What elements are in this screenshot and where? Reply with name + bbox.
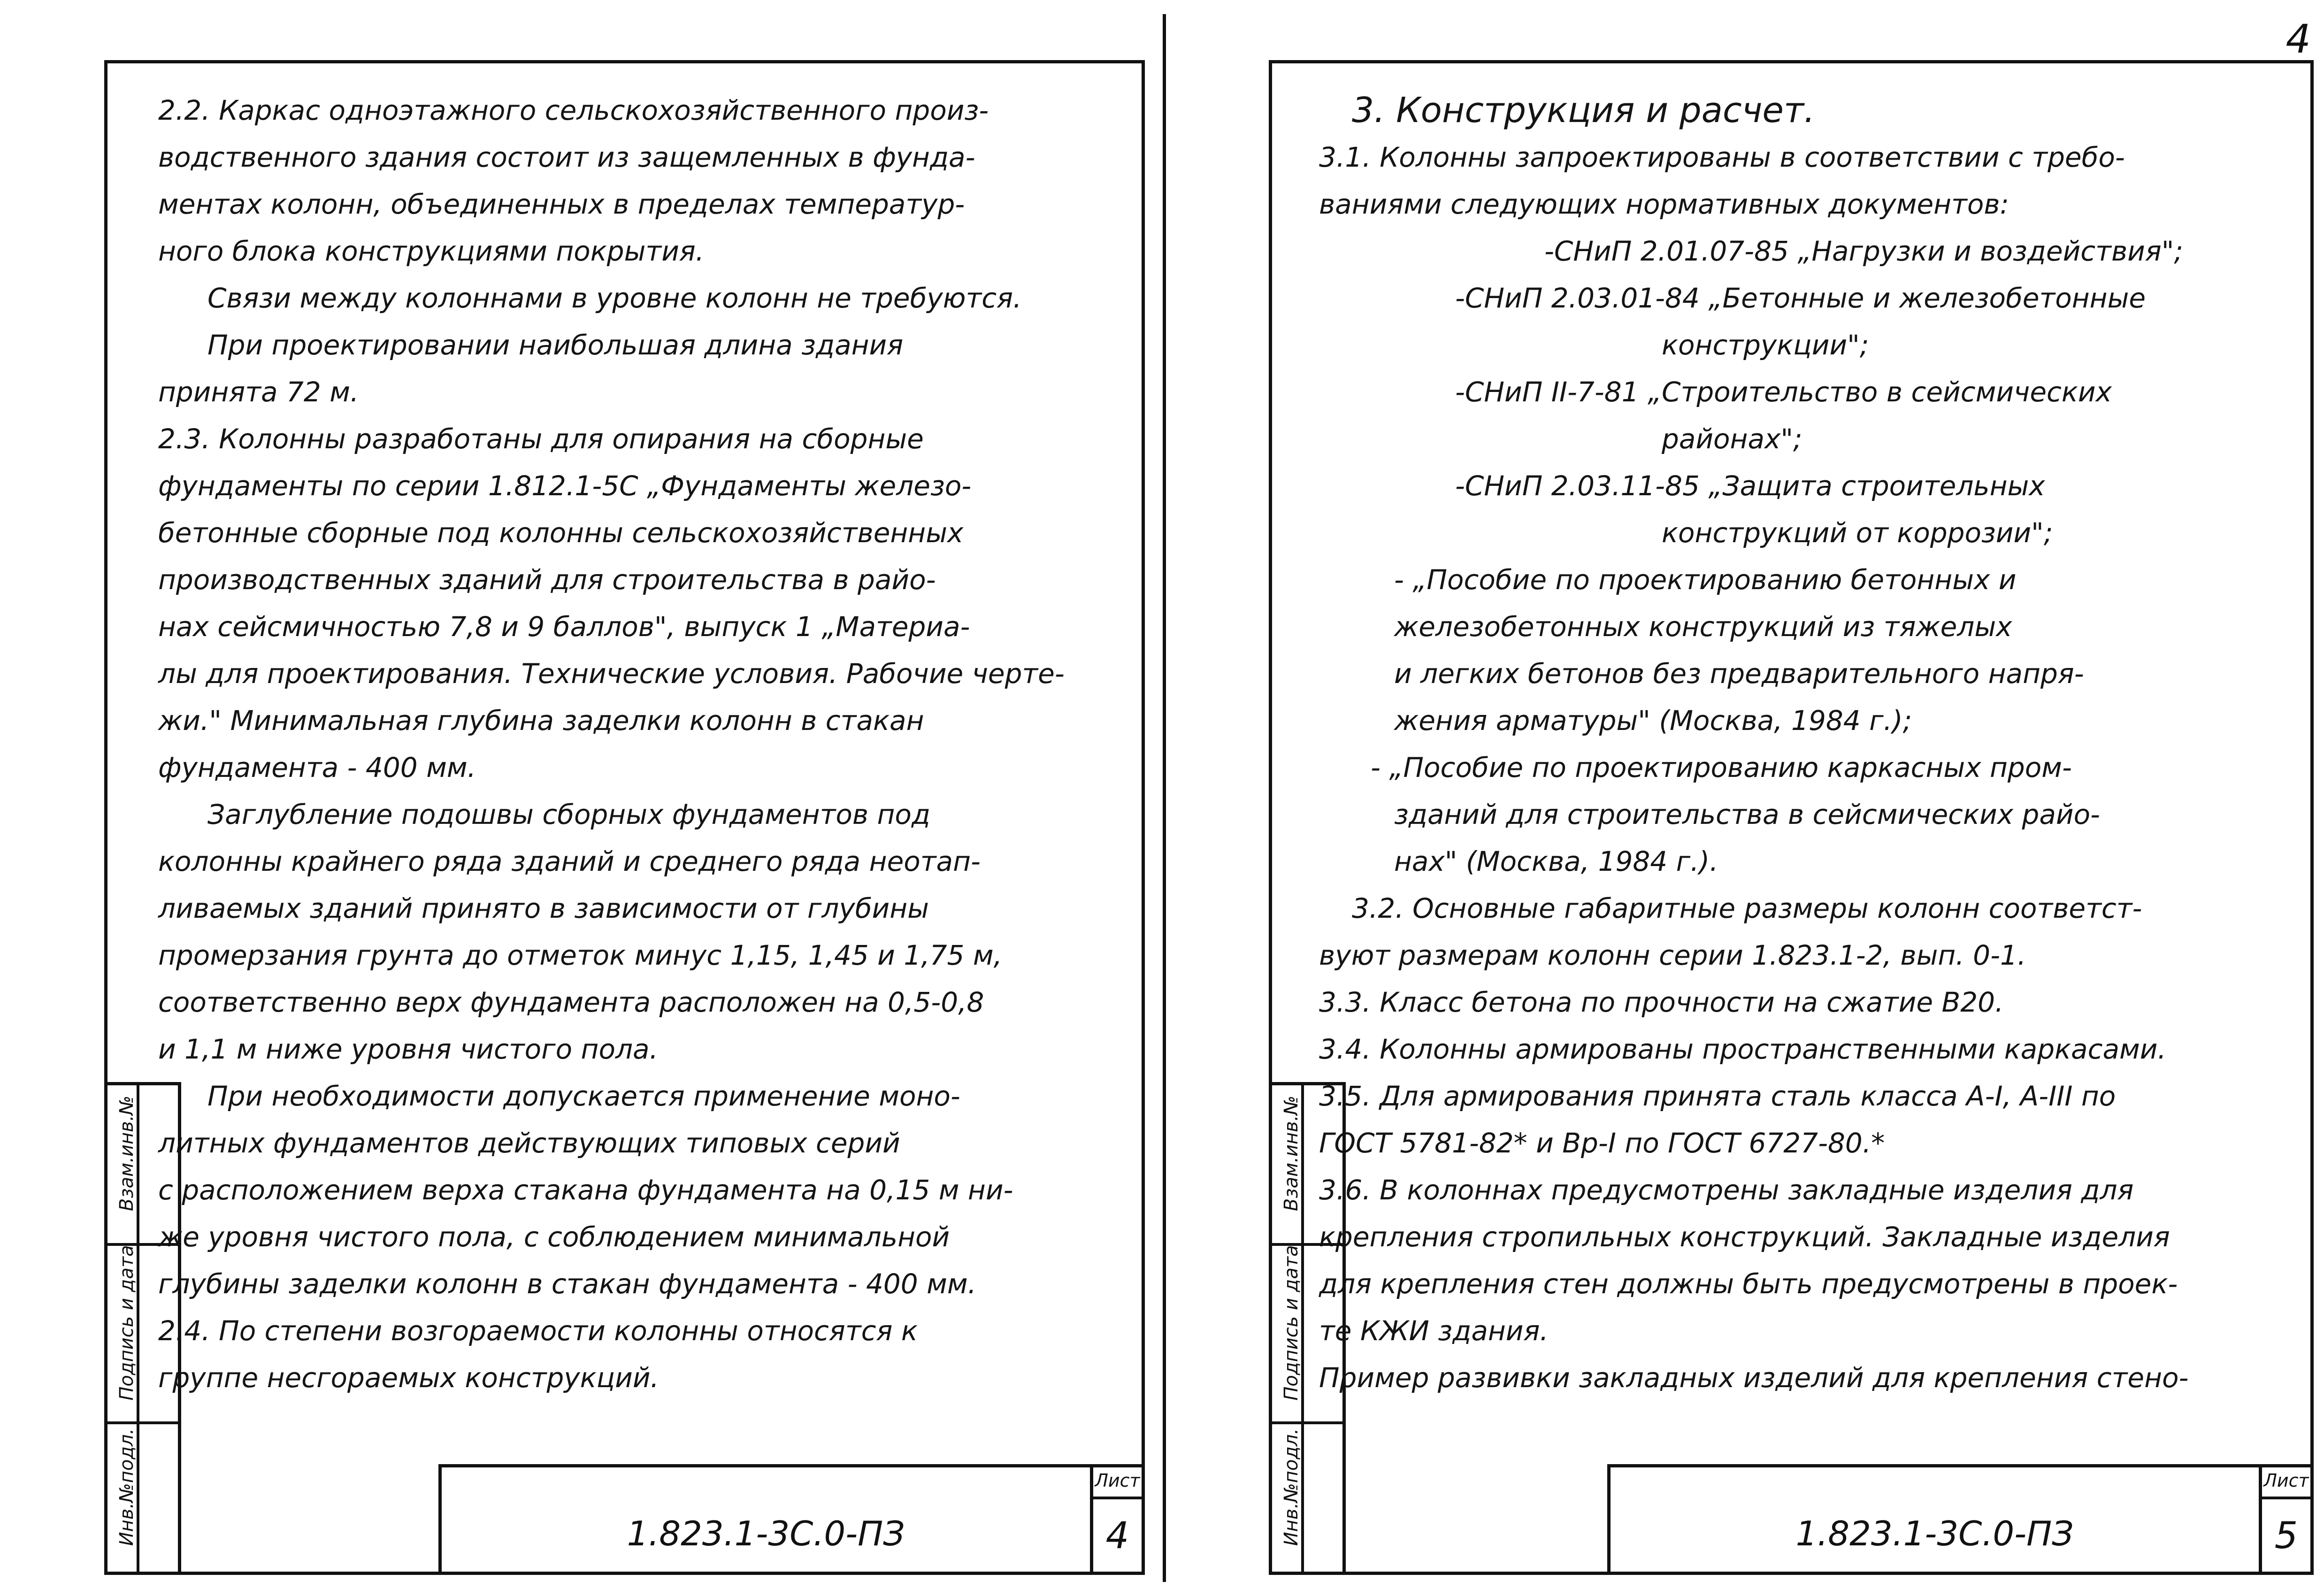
right-title-block [1607, 1464, 2314, 1575]
text-line: группе несгораемых конструкций. [158, 1362, 659, 1394]
side-cell-inv-podl [107, 1421, 178, 1572]
side-label: Взам.инв.№ [116, 1095, 138, 1212]
text-line: -СНиП 2.03.11-85 „Защита строительных [1455, 470, 2045, 502]
sheet-number: 4 [1105, 1515, 1129, 1557]
text-line: принята 72 м. [158, 376, 359, 408]
text-line: нах сейсмичностью 7,8 и 9 баллов", выпуск 1 „Материа- [158, 611, 970, 643]
sheet-number-cell [2259, 1467, 2310, 1572]
text-line: и легких бетонов без предварительного напря- [1394, 658, 2084, 690]
text-line: 2.4. По степени возгораемости колонны относятся к [158, 1315, 918, 1347]
text-line: - „Пособие по проектированию каркасных пром- [1371, 752, 2072, 783]
text-line: -СНиП 2.01.07-85 „Нагрузки и воздействия"; [1544, 235, 2183, 267]
text-line: ваниями следующих нормативных документов: [1319, 188, 2010, 220]
side-cell-signature-date [1272, 1243, 1342, 1421]
text-line: те КЖИ здания. [1319, 1315, 1549, 1347]
text-line: -СНиП 2.03.01-84 „Бетонные и железобетонные [1455, 282, 2146, 314]
text-line: - „Пособие по проектированию бетонных и [1394, 564, 2017, 596]
text-line: железобетонных конструкций из тяжелых [1394, 611, 2012, 643]
text-line: 3.3. Класс бетона по прочности на сжатие В20. [1319, 986, 2004, 1018]
text-line: бетонные сборные под колонны сельскохозяйственных [158, 517, 964, 549]
text-line: конструкции"; [1662, 329, 1869, 361]
side-label: Подпись и дата [1281, 1245, 1302, 1401]
side-label: Взам.инв.№ [1281, 1095, 1302, 1212]
text-line: ГОСТ 5781-82* и Вр-I по ГОСТ 6727-80.* [1319, 1127, 1885, 1159]
right-body-text [1319, 87, 2299, 1401]
document-code: 1.823.1-3С.0-ПЗ [1795, 1514, 2074, 1553]
corner-page-number: 4 [2286, 16, 2311, 62]
text-line: нах" (Москва, 1984 г.). [1394, 845, 1718, 877]
text-line: глубины заделки колонн в стакан фундамента - 400 мм. [158, 1268, 977, 1300]
left-side-strip [104, 1082, 181, 1575]
text-line: 2.2. Каркас одноэтажного сельскохозяйственного произ- [158, 94, 989, 126]
text-line: 3.2. Основные габаритные размеры колонн соответст- [1352, 892, 2142, 924]
text-line: ливаемых зданий принято в зависимости от глубины [158, 892, 929, 924]
text-line: соответственно верх фундамента расположен на 0,5-0,8 [158, 986, 984, 1018]
text-line: 3.6. В колоннах предусмотрены закладные изделия для [1319, 1174, 2134, 1206]
right-sheet [1269, 60, 2314, 1575]
center-divider [1163, 14, 1166, 1582]
text-line: фундамента - 400 мм. [158, 752, 476, 783]
text-line: ментах колонн, объединенных в пределах температур- [158, 188, 965, 220]
side-cell-vzam-inv [107, 1085, 178, 1243]
text-line: ного блока конструкциями покрытия. [158, 235, 705, 267]
side-label: Инв.№подл. [116, 1428, 138, 1546]
text-line: При необходимости допускается применение моно- [207, 1080, 960, 1112]
text-line: Заглубление подошвы сборных фундаментов под [207, 798, 931, 830]
text-line: с расположением верха стакана фундамента на 0,15 м ни- [158, 1174, 1013, 1206]
text-line: литных фундаментов действующих типовых серий [158, 1127, 900, 1159]
text-line: жи." Минимальная глубина заделки колонн в стакан [158, 705, 924, 737]
text-line: фундаменты по серии 1.812.1-5С „Фундаменты железо- [158, 470, 972, 502]
left-body-text [158, 87, 1130, 1401]
text-line: Связи между колоннами в уровне колонн не требуются. [207, 282, 1022, 314]
text-line: -СНиП II-7-81 „Строительство в сейсмических [1455, 376, 2112, 408]
side-cell-inv-podl [1272, 1421, 1342, 1572]
text-line: 3.5. Для армирования принята сталь класса А-I, А-III по [1319, 1080, 2116, 1112]
side-label: Подпись и дата [116, 1245, 138, 1401]
text-line: 2.3. Колонны разработаны для опирания на сборные [158, 423, 924, 455]
side-label: Инв.№подл. [1281, 1428, 1302, 1546]
text-line: лы для проектирования. Технические условия. Рабочие черте- [158, 658, 1065, 690]
right-side-strip [1269, 1082, 1346, 1575]
text-line: зданий для строительства в сейсмических райо- [1394, 798, 2100, 830]
document-code: 1.823.1-3С.0-ПЗ [627, 1514, 905, 1553]
text-line: для крепления стен должны быть предусмотрены в проек- [1319, 1268, 2178, 1300]
sheet-label: Лист [2262, 1467, 2310, 1499]
left-title-block [438, 1464, 1145, 1575]
text-line: 3.4. Колонны армированы пространственными каркасами. [1319, 1033, 2166, 1065]
text-line: промерзания грунта до отметок минус 1,15, 1,45 и 1,75 м, [158, 939, 1003, 971]
text-line: производственных зданий для строительства в райо- [158, 564, 936, 596]
text-line: При проектировании наибольшая длина здания [207, 329, 904, 361]
text-line: районах"; [1662, 423, 1802, 455]
text-line: водственного здания состоит из защемленных в фунда- [158, 141, 975, 173]
text-line: же уровня чистого пола, с соблюдением минимальной [158, 1221, 950, 1253]
sheet-number-cell [1090, 1467, 1142, 1572]
side-cell-signature-date [107, 1243, 178, 1421]
text-line: конструкций от коррозии"; [1662, 517, 2053, 549]
left-sheet [104, 60, 1145, 1575]
side-cell-vzam-inv [1272, 1085, 1342, 1243]
text-line: крепления стропильных конструкций. Закладные изделия [1319, 1221, 2170, 1253]
text-line: колонны крайнего ряда зданий и среднего ряда неотап- [158, 845, 981, 877]
text-line: вуют размерам колонн серии 1.823.1-2, вып. 0-1. [1319, 939, 2026, 971]
text-line: и 1,1 м ниже уровня чистого пола. [158, 1033, 659, 1065]
text-line: 3.1. Колонны запроектированы в соответствии с требо- [1319, 141, 2125, 173]
section-heading: 3. Конструкция и расчет. [1352, 90, 1815, 130]
text-line: Пример развивки закладных изделий для крепления стено- [1319, 1362, 2189, 1394]
sheet-label: Лист [1093, 1467, 1142, 1499]
sheet-number: 5 [2274, 1515, 2298, 1557]
text-line: жения арматуры" (Москва, 1984 г.); [1394, 705, 1912, 737]
